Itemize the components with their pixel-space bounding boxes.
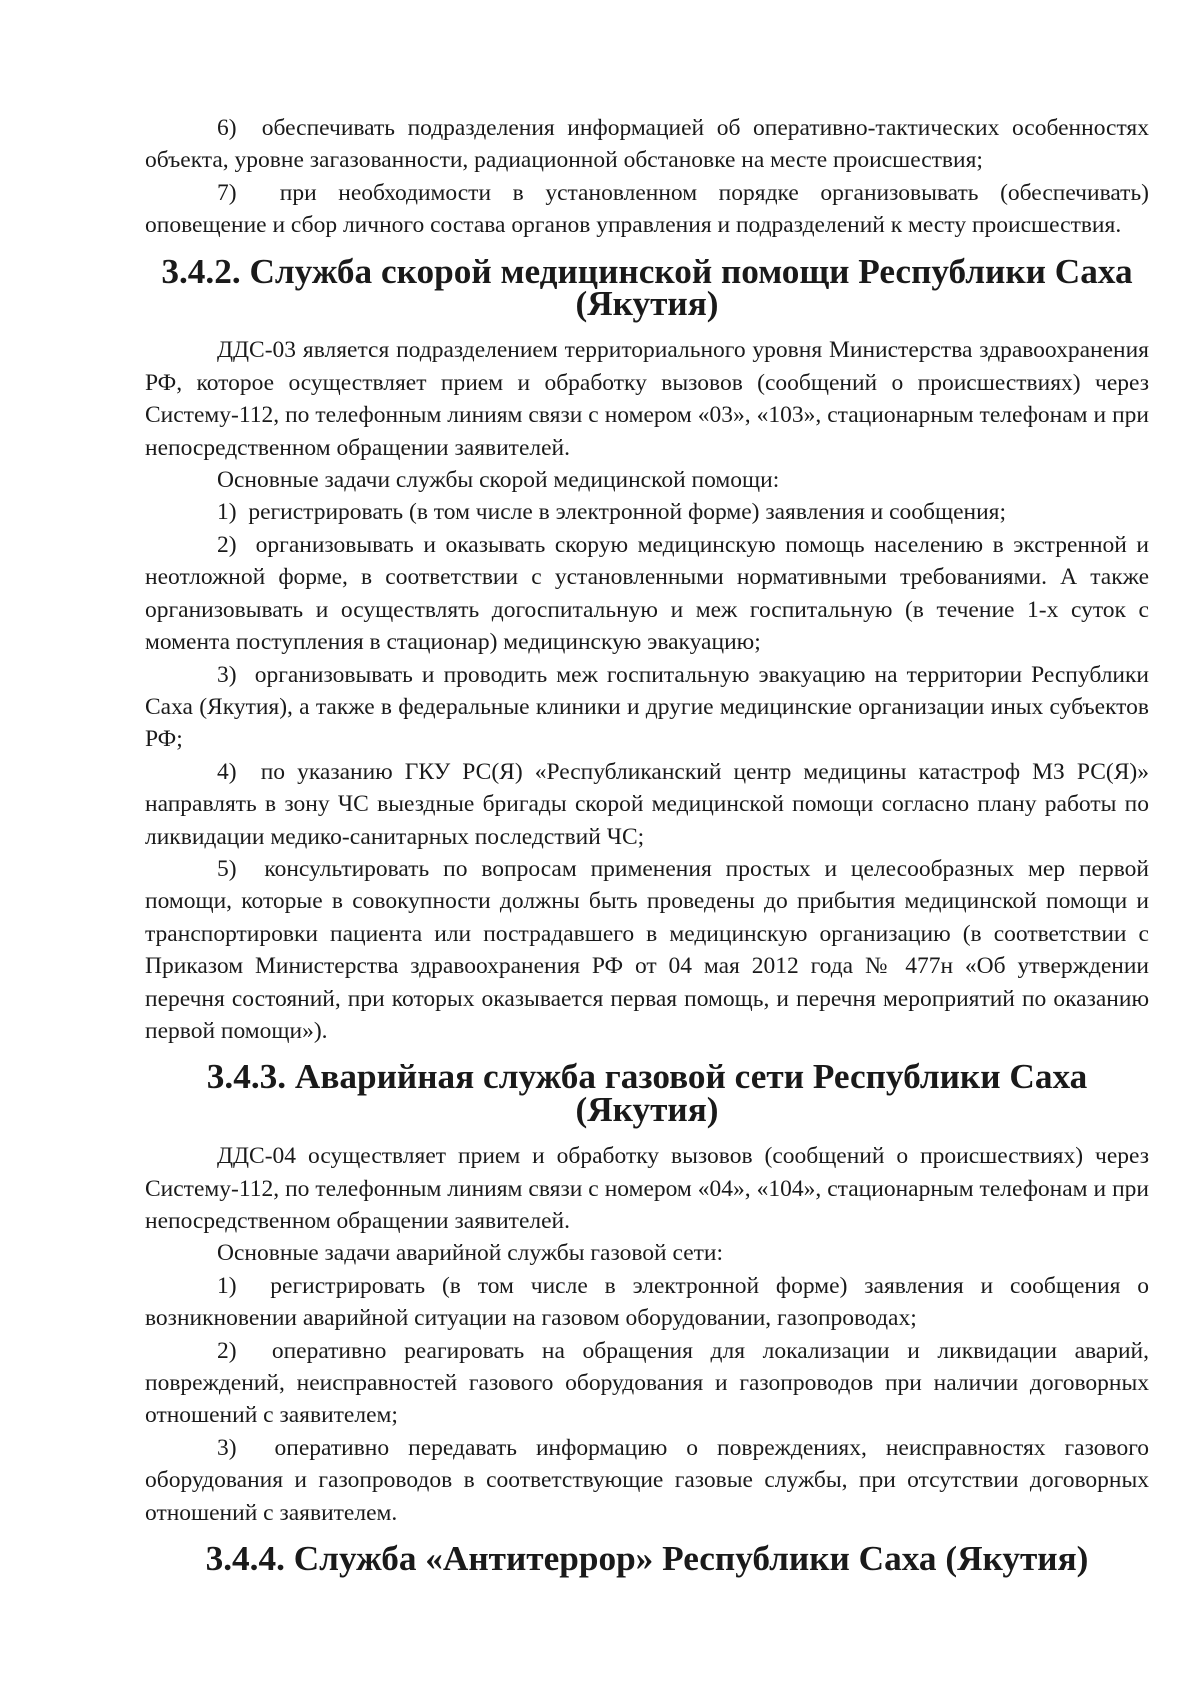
list-item: 7) при необходимости в установленном порядке организовывать (обеспечивать) оповещение и сбор личного состава органов управления и подразделений к месту происшествия.: [145, 179, 1149, 239]
list-item: 2) оперативно реагировать на обращения для локализации и ликвидации аварий, повреждений, неисправностей газового оборудования и газопроводов при наличии договорных отношений с заявителем;: [145, 1337, 1149, 1429]
document-page: [145, 112, 1149, 1579]
list-item: 1) регистрировать (в том числе в электронной форме) заявления и сообщения о возникновении аварийной ситуации на газовом оборудовании, газопроводах;: [145, 1272, 1149, 1332]
list-item: 1) регистрировать (в том числе в электронной форме) заявления и сообщения;: [217, 499, 1007, 526]
section-intro: ДДС-03 является подразделением территориального уровня Министерства здравоохранения РФ, которое осуществляет прием и обработку вызовов (сообщений о происшествиях) через Систему-112, по телефонным линиям связи с номером «03», «103», стационарным телефонам и при непосредственном обращении заявителей.: [145, 337, 1149, 461]
section-heading-3-4-3: 3.4.3. Аварийная служба газовой сети Республики Саха (Якутия): [206, 1057, 1088, 1129]
tasks-title: Основные задачи аварийной службы газовой сети:: [217, 1240, 724, 1267]
tasks-title: Основные задачи службы скорой медицинской помощи:: [217, 467, 780, 494]
section-intro: ДДС-04 осуществляет прием и обработку вызовов (сообщений о происшествиях) через Систему-112, по телефонным линиям связи с номером «04», «104», стационарным телефонам и при непосредственном обращении заявителей.: [145, 1143, 1149, 1234]
list-item: 6) обеспечивать подразделения информацией об оперативно-тактических особенностях объекта, уровне загазованности, радиационной обстановке на месте происшествия;: [145, 115, 1149, 174]
section-heading-3-4-2: 3.4.2. Служба скорой медицинской помощи Республики Саха (Якутия): [161, 251, 1133, 324]
section-heading-3-4-4: 3.4.4. Служба «Антитеррор» Республики Саха (Якутия): [205, 1539, 1089, 1579]
list-item: 2) организовывать и оказывать скорую медицинскую помощь населению в экстренной и неотложной форме, в соответствии с установленными нормативными требованиями. А также организовывать и осуществлять догоспитальную и меж госпитальную (в течение 1-х суток с момента поступления в стационар) медицинскую эвакуацию;: [145, 531, 1149, 656]
list-item: 3) организовывать и проводить меж госпитальную эвакуацию на территории Республики Саха (Якутия), а также в федеральные клиники и другие медицинские организации иных субъектов РФ;: [145, 661, 1149, 753]
list-item: 4) по указанию ГКУ РС(Я) «Республиканский центр медицины катастроф МЗ РС(Я)» направлять в зону ЧС выездные бригады скорой медицинской помощи согласно плану работы по ликвидации медико-санитарных последствий ЧС;: [145, 758, 1149, 850]
list-item: 3) оперативно передавать информацию о повреждениях, неисправностях газового оборудования и газопроводов в соответствующие газовые службы, при отсутствии договорных отношений с заявителем.: [145, 1434, 1149, 1526]
list-item: 5) консультировать по вопросам применения простых и целесообразных мер первой помощи, которые в совокупности должны быть проведены до прибытия медицинской помощи и транспортировки пациента или пострадавшего в медицинскую организацию (в соответствии с Приказом Министерства здравоохранения РФ от 04 мая 2012 года № 477н «Об утверждении перечня состояний, при которых оказывается первая помощь, и перечня мероприятий по оказанию первой помощи»).: [145, 855, 1149, 1044]
